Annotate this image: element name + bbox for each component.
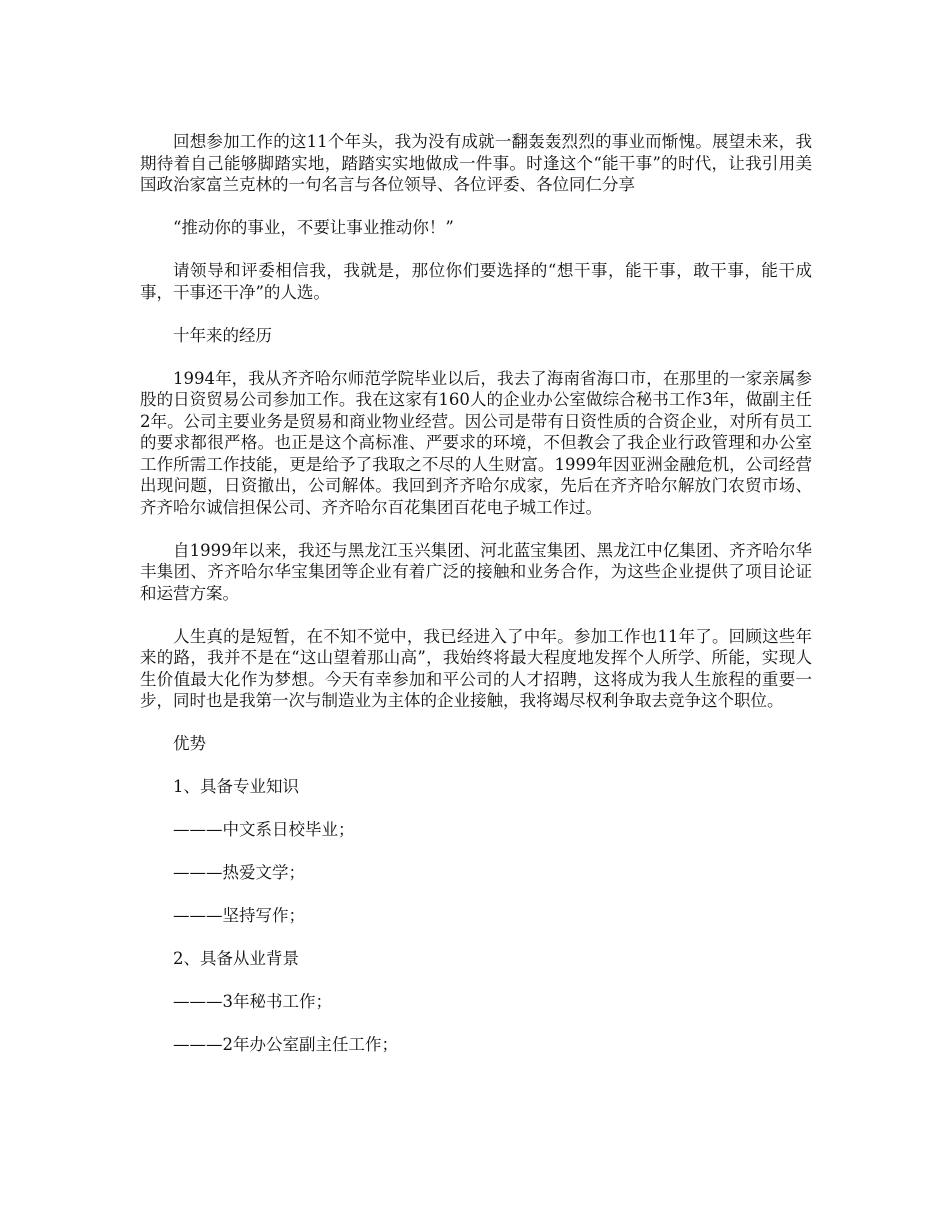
list-item: ———3年秘书工作； [173,992,332,1011]
list-item: ———中文系日校毕业； [173,820,355,839]
document-body [140,131,812,1056]
paragraph-intro: 回想参加工作的这11个年头，我为没有成就一翻轰轰烈烈的事业而惭愧。展望未来，我期待着自己能够脚踏实地，踏踏实实地做成一件事。时逢这个“能干事”的时代，让我引用美国政治家富兰克林的一句名言与各位领导、各位评委、各位同仁分享 [140,132,812,194]
list-item: ———2年办公室副主任工作； [173,1035,398,1054]
paragraph-experience-1999: 自1999年以来，我还与黑龙江玉兴集团、河北蓝宝集团、黑龙江中亿集团、齐齐哈尔华丰集团、齐齐哈尔华宝集团等企业有着广泛的接触和业务合作，为这些企业提供了项目论证和运营方案。 [140,540,812,603]
list-item: ———热爱文学； [173,863,305,882]
list-heading-knowledge: 1、具备专业知识 [173,777,299,796]
section-heading-experience: 十年来的经历 [173,325,272,345]
paragraph-reflection: 人生真的是短暂，在不知不觉中，我已经进入了中年。参加工作也11年了。回顾这些年来的路，我并不是在“这山望着那山高”，我始终将最大程度地发挥个人所学、所能，实现人生价值最大化作为梦想。今天有幸参加和平公司的人才招聘，这将成为我人生旅程的重要一步，同时也是我第一次与制造业为主体的企业接触，我将竭尽权利争取去竞争这个职位。 [140,626,812,710]
paragraph-quote: “推动你的事业，不要让事业推动你！” [173,218,454,237]
paragraph-appeal: 请领导和评委相信我，我就是，那位你们要选择的“想干事，能干事，敢干事，能干成事，干事还干净”的人选。 [140,261,812,302]
list-item: ———坚持写作； [173,906,305,925]
paragraph-experience-1994: 1994年，我从齐齐哈尔师范学院毕业以后，我去了海南省海口市，在那里的一家亲属参股的日资贸易公司参加工作。我在这家有160人的企业办公室做综合秘书工作3年，做副主任2年。公司主要业务是贸易和商业物业经营。因公司是带有日资性质的合资企业，对所有员工的要求都很严格。也正是这个高标准、严要求的环境，不但教会了我企业行政管理和办公室工作所需工作技能，更是给予了我取之不尽的人生财富。1999年因亚洲金融危机，公司经营出现问题，日资撤出，公司解体。我回到齐齐哈尔成家，先后在齐齐哈尔解放门农贸市场、齐齐哈尔诚信担保公司、齐齐哈尔百花集团百花电子城工作过。 [140,368,812,517]
section-heading-advantages: 优势 [173,734,206,753]
list-heading-background: 2、具备从业背景 [173,949,299,968]
